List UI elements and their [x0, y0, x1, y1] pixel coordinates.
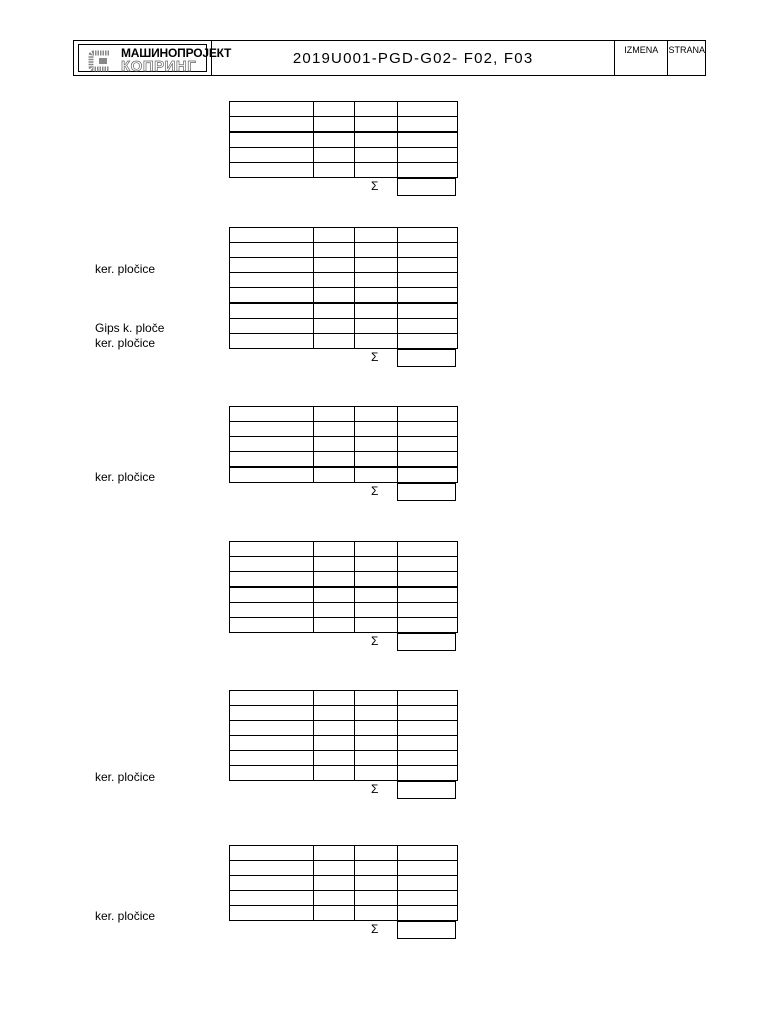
material-label: Gips k. ploče — [95, 321, 165, 335]
logo-frame — [78, 44, 232, 75]
table-row — [230, 618, 458, 633]
revision-label: IZMENA — [615, 41, 669, 75]
table-row — [230, 132, 458, 148]
table-row — [230, 906, 458, 921]
logo-text-bottom: КОПРИНГ — [121, 58, 197, 75]
table-row — [230, 766, 458, 781]
sum-row — [229, 349, 457, 368]
table-row — [230, 288, 458, 304]
sum-row — [229, 921, 457, 940]
table-row — [230, 319, 458, 334]
table-grid — [229, 690, 458, 781]
quantity-table-3 — [229, 406, 458, 502]
table-grid — [229, 541, 458, 633]
table-row — [230, 876, 458, 891]
sum-symbol: Σ — [371, 350, 379, 364]
table-row — [230, 557, 458, 572]
logo-mark-icon — [88, 49, 112, 73]
material-label: ker. pločice — [95, 470, 156, 484]
table-row — [230, 102, 458, 117]
table-row — [230, 603, 458, 618]
table-row — [230, 163, 458, 178]
quantity-table-1 — [229, 101, 458, 197]
table-row — [230, 587, 458, 603]
material-label: ker. pločice — [95, 909, 156, 923]
sum-symbol: Σ — [371, 484, 379, 498]
sum-total-cell — [397, 632, 456, 651]
table-row — [230, 691, 458, 706]
table-row — [230, 891, 458, 906]
table-row — [230, 846, 458, 861]
document-header — [73, 40, 706, 76]
table-row — [230, 736, 458, 751]
sum-symbol: Σ — [371, 782, 379, 796]
material-label: ker. pločice — [95, 770, 156, 784]
table-row — [230, 861, 458, 876]
table-row — [230, 437, 458, 452]
quantity-table-5 — [229, 690, 458, 800]
table-row — [230, 422, 458, 437]
table-row — [230, 467, 458, 483]
document-code: 2019U001-PGD-G02- F02, F03 — [212, 41, 615, 75]
table-row — [230, 303, 458, 319]
table-row — [230, 721, 458, 736]
table-row — [230, 706, 458, 721]
table-grid — [229, 101, 458, 178]
table-grid — [229, 406, 458, 483]
table-row — [230, 572, 458, 588]
sum-symbol: Σ — [371, 634, 379, 648]
table-row — [230, 243, 458, 258]
table-row — [230, 542, 458, 557]
sum-total-cell — [397, 348, 456, 367]
sum-row — [229, 633, 457, 652]
table-row — [230, 334, 458, 349]
sum-row — [229, 483, 457, 502]
table-row — [230, 407, 458, 422]
quantity-table-6 — [229, 845, 458, 940]
table-row — [230, 452, 458, 468]
sum-total-cell — [397, 482, 456, 501]
table-grid — [229, 227, 458, 349]
table-grid — [229, 845, 458, 921]
page-label: STRANA — [668, 45, 705, 55]
table-row — [230, 751, 458, 766]
company-logo — [74, 41, 232, 75]
sum-symbol: Σ — [371, 179, 379, 193]
sum-total-cell — [397, 780, 456, 799]
table-row — [230, 148, 458, 163]
table-row — [230, 273, 458, 288]
material-label: ker. pločice — [95, 336, 156, 350]
table-row — [230, 258, 458, 273]
sum-row — [229, 178, 457, 197]
quantity-table-2 — [229, 227, 458, 368]
logo-text-top: МАШИНОПРОЈЕКТ — [121, 46, 232, 60]
table-row — [230, 117, 458, 133]
quantity-table-4 — [229, 541, 458, 652]
sum-row — [229, 781, 457, 800]
table-row — [230, 228, 458, 243]
material-label: ker. pločice — [95, 262, 156, 276]
sum-symbol: Σ — [371, 922, 379, 936]
sum-total-cell — [397, 177, 456, 196]
sum-total-cell — [397, 920, 456, 939]
